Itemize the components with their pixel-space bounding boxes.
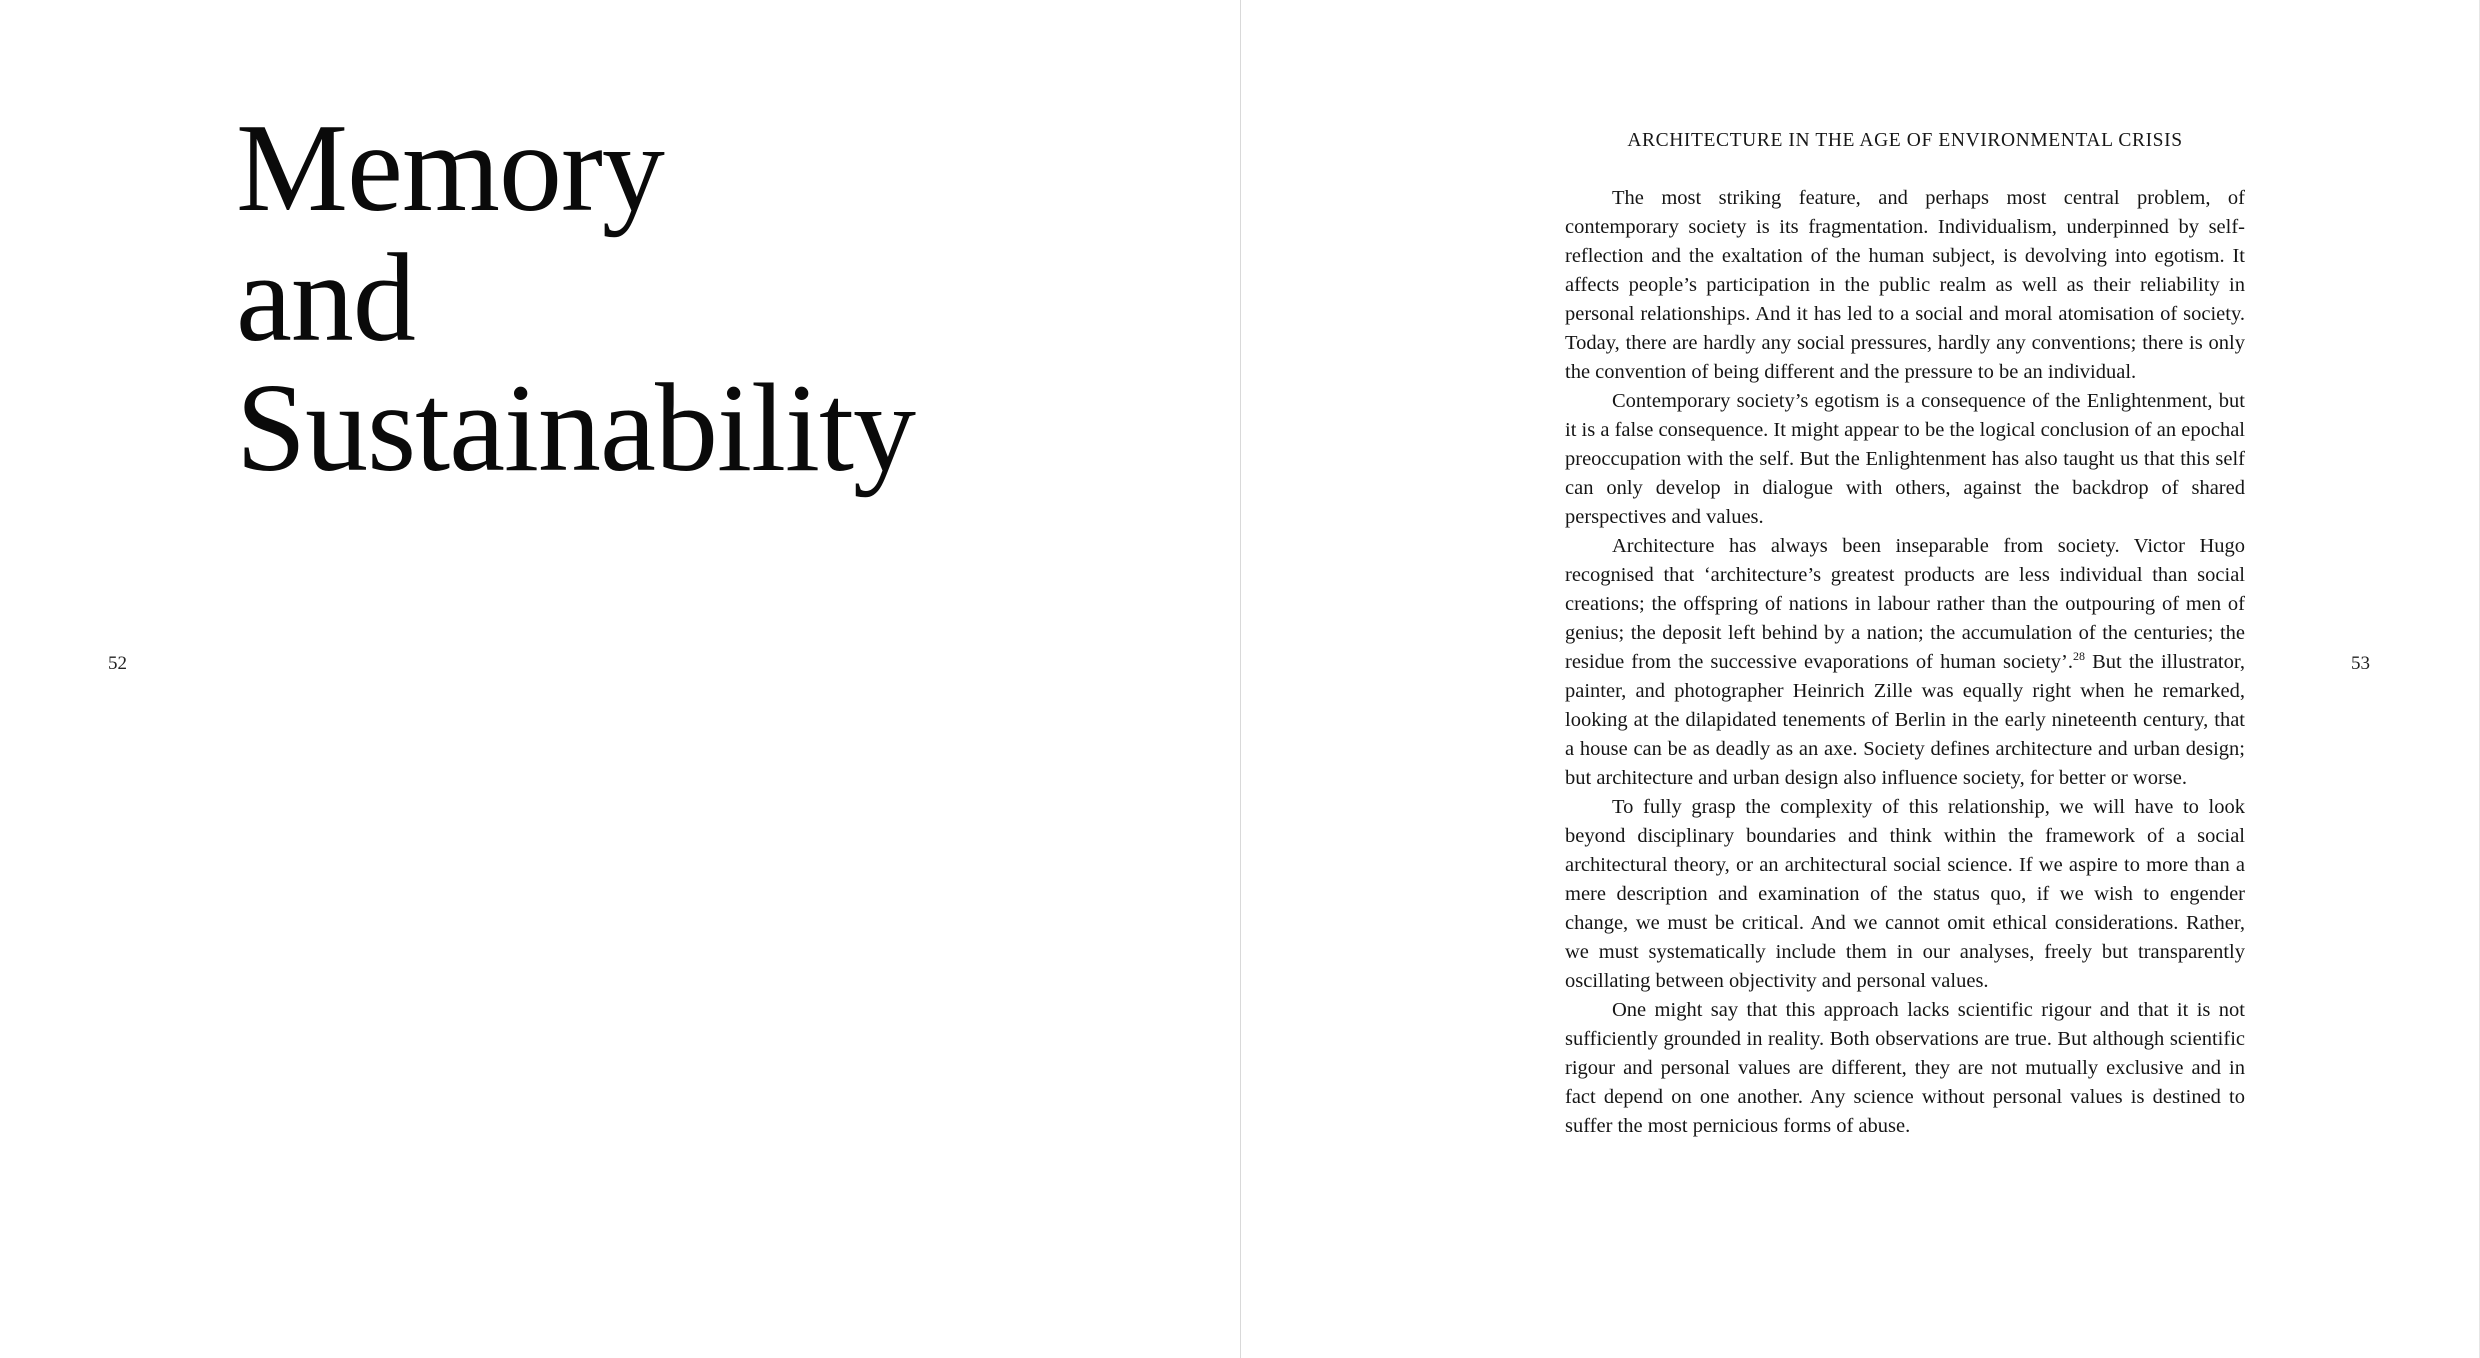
paragraph-2: Contemporary society’s egotism is a consequence of the Enlightenment, but it is a false consequence. It might appear to be the logical conclusion of an epochal preoccupation with the self. But the Enlightenment has also taught us that this self can only develop in dialogue with others, against the backdrop of shared perspectives and values. xyxy=(1565,390,2245,528)
paragraph-4: To fully grasp the complexity of this relationship, we will have to look beyond disciplinary boundaries and think within the framework of a social architectural theory, or an architectural social science. If we aspire to more than a mere description and examination of the status quo, if we wish to engender change, we must be critical. And we cannot omit ethical considerations. Rather, we must systematically include them in our analyses, freely but transparently oscillating between objectivity and personal values. xyxy=(1565,796,2245,992)
chapter-title-line-3: Sustainability xyxy=(236,359,915,498)
paragraph-3 xyxy=(1565,532,2245,793)
chapter-title xyxy=(236,99,915,498)
paragraph-3-text-before-note: Architecture has always been inseparable from society. Victor Hugo recognised that ‘architecture’s greatest products are less individual than social creations; the offspring of nations in labour rather than the outpouring of men of genius; the deposit left behind by a nation; the accumulation of the centuries; the residue from the successive evaporations of human society’. xyxy=(1565,535,2245,673)
paragraph-3-text-after-note: But the illustrator, painter, and photographer Heinrich Zille was equally right when he remarked, looking at the dilapidated tenements of Berlin in the early nineteenth century, that a house can be as deadly as an axe. Society defines architecture and urban design; but architecture and urban design also influence society, for better or worse. xyxy=(1565,651,2245,789)
paragraph-1: The most striking feature, and perhaps most central problem, of contemporary society is its fragmentation. Individualism, underpinned by self-reflection and the exaltation of the human subject, is devolving into egotism. It affects people’s participation in the public realm as well as their reliability in personal relationships. And it has led to a social and moral atomisation of society. Today, there are hardly any social pressures, hardly any conventions; there is only the convention of being different and the pressure to be an individual. xyxy=(1565,187,2245,383)
page-number-right: 53 xyxy=(2351,653,2370,674)
chapter-title-line-1: Memory xyxy=(236,99,664,238)
page-number-left: 52 xyxy=(108,653,127,674)
footnote-reference: 28 xyxy=(2073,649,2085,664)
paragraph-5: One might say that this approach lacks scientific rigour and that it is not sufficiently grounded in reality. Both observations are true. But although scientific rigour and personal values are different, they are not mutually exclusive and in fact depend on one another. Any science without personal values is destined to suffer the most pernicious forms of abuse. xyxy=(1565,999,2245,1137)
body-text xyxy=(1565,184,2245,1141)
chapter-title-line-2: and xyxy=(236,229,415,368)
running-head: ARCHITECTURE IN THE AGE OF ENVIRONMENTAL CRISIS xyxy=(1627,130,2183,151)
